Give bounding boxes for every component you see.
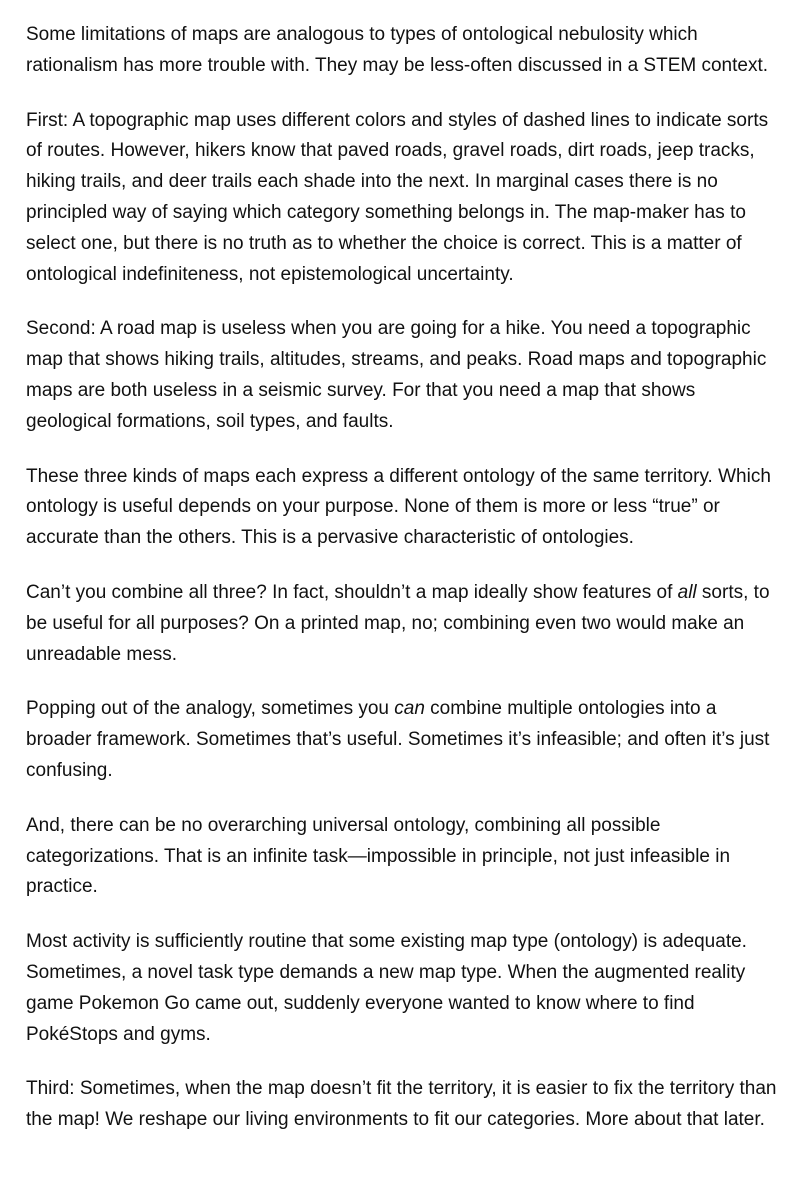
text-segment: combine multiple ontologies into a broader framework. Sometimes that’s useful. Sometimes it’s infeasible; and often it’s just confusing.	[26, 698, 770, 781]
text-segment: Can’t you combine all three? In fact, shouldn’t a map ideally show features of	[26, 581, 678, 603]
paragraph-nebulosity-intro: Some limitations of maps are analogous to types of ontological nebulosity which rationalism has more trouble with. They may be less-often discussed in a STEM context.	[26, 24, 769, 76]
paragraph-no-universal-ontology: And, there can be no overarching universal ontology, combining all possible categorizations. That is an infinite task—impossible in principle, not just infeasible in practice.	[26, 814, 731, 898]
paragraph-routine-activity: Most activity is sufficiently routine that some existing map type (ontology) is adequate. Sometimes, a novel task type demands a new map type. When the augmented reality game Pokemon Go came out, suddenly everyone wanted to know where to find PokéStops and gyms.	[26, 931, 747, 1045]
paragraph-combine-all-three	[26, 578, 782, 670]
emphasis-all: all	[677, 581, 697, 603]
paragraph-three-ontologies: These three kinds of maps each express a different ontology of the same territory. Which ontology is useful depends on your purpose. None of them is more or less “true” or accurate than the others. This is a pervasive characteristic of ontologies.	[26, 465, 771, 549]
paragraph-third-fix-territory: Third: Sometimes, when the map doesn’t fit the territory, it is easier to fix the territory than the map! We reshape our living environments to fit our categories. More about that later.	[26, 1078, 777, 1131]
text-segment: Popping out of the analogy, sometimes you	[26, 698, 395, 720]
paragraph-second-road-map: Second: A road map is useless when you are going for a hike. You need a topographic map that shows hiking trails, altitudes, streams, and peaks. Road maps and topographic maps are both useless in a seismic survey. For that you need a map that shows geological formations, soil types, and faults.	[26, 318, 767, 432]
paragraph-first-topographic: First: A topographic map uses different colors and styles of dashed lines to indicate sorts of routes. However, hikers know that paved roads, gravel roads, dirt roads, jeep tracks, hiking trails, and deer trails each shade into the next. In marginal cases there is no principled way of saying which category something belongs in. The map-maker has to select one, but there is no truth as to whether the choice is correct. This is a matter of ontological indefiniteness, not epistemological uncertainty.	[26, 109, 769, 285]
emphasis-can: can	[394, 698, 425, 720]
paragraph-popping-out	[26, 694, 782, 786]
text-segment: sorts, to be useful for all purposes? On a printed map, no; combining even two would make an unreadable mess.	[26, 581, 770, 665]
